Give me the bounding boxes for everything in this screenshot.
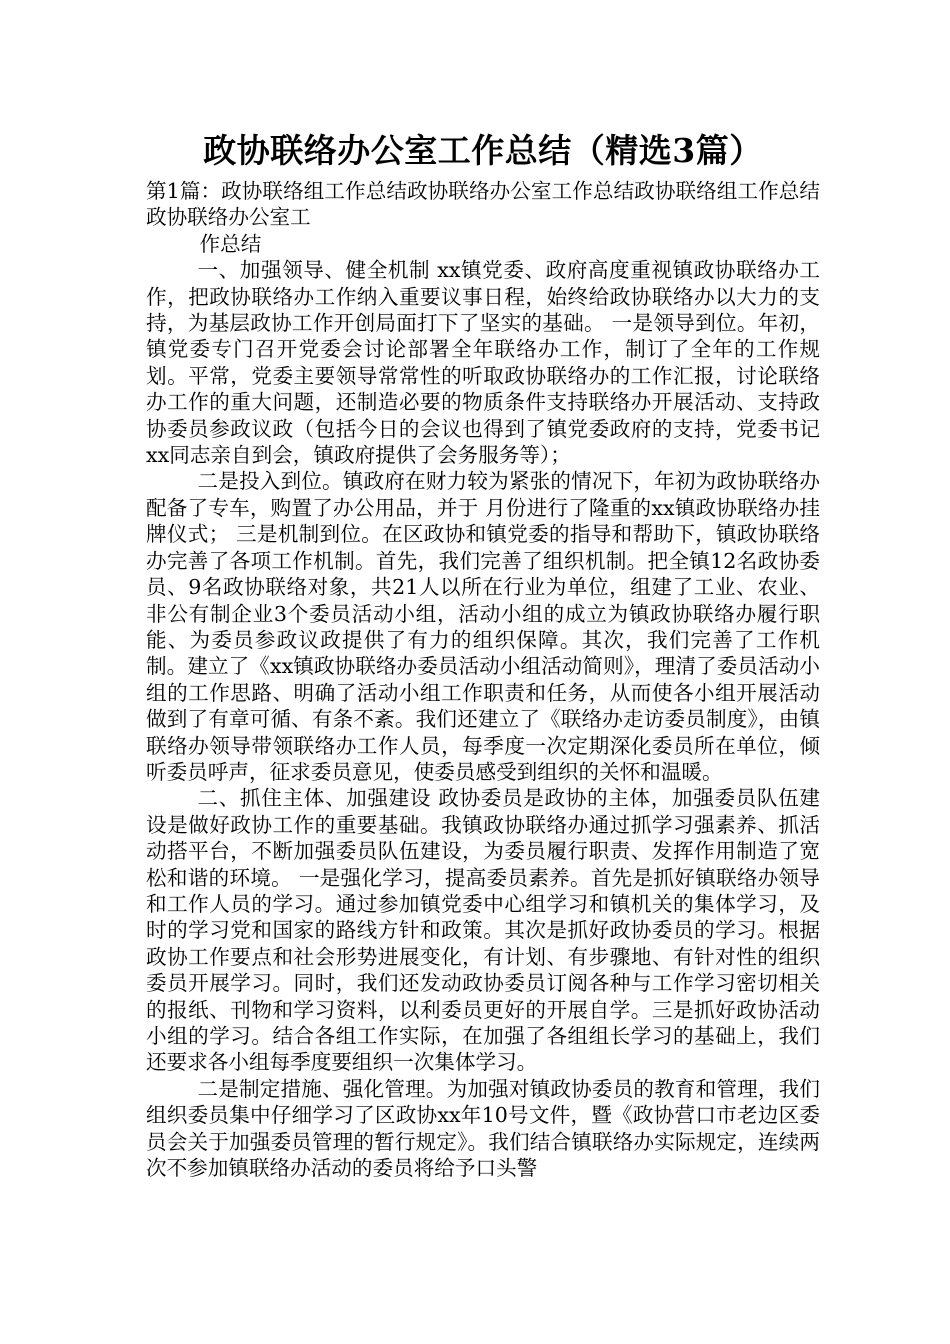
section-heading: 第1篇：政协联络组工作总结政协联络办公室工作总结政协联络组工作总结政协联络办公室工: [146, 179, 820, 230]
paragraph-3: 二、抓住主体、加强建设 政协委员是政协的主体，加强委员队伍建设是做好政协工作的重要基础。我镇政协联络办通过抓学习强素养、抓活动搭平台，不断加强委员队伍建设，为委员履行职责、发挥作用制造了宽松和谐的环境。 一是强化学习，提高委员素养。首先是抓好镇联络办领导和工作人员的学习。通过参加镇党委中心组学习和镇机关的集体学习，及时的学习党和国家的路线方针和政策。其次是抓好政协委员的学习。根据政协工作要点和社会形势进展变化，有计划、有步骤地、有针对性的组织委员开展学习。同时，我们还发动政协委员订阅各种与工作学习密切相关的报纸、刊物和学习资料，以利委员更好的开展自学。三是抓好政协活动小组的学习。结合各组工作实际，在加强了各组组长学习的基础上，我们还要求各小组每季度要组织一次集体学习。: [146, 786, 820, 1075]
document-title: 政协联络办公室工作总结（精选3篇）: [203, 131, 763, 170]
paragraph-1: 一、加强领导、健全机制 xx镇党委、政府高度重视镇政协联络办工作，把政协联络办工作纳入重要议事日程，始终给政协联络办以大力的支持，为基层政协工作开创局面打下了坚实的基础。 一是领导到位。年初，镇党委专门召开党委会讨论部署全年联络办工作，制订了全年的工作规划。平常，党委主要领导常常性的听取政协联络办的工作汇报，讨论联络办工作的重大问题，还制造必要的物质条件支持联络办开展活动、支持政协委员参政议政（包括今日的会议也得到了镇党委政府的支持，党委书记xx同志亲自到会，镇政府提供了会务服务等）；: [146, 258, 820, 468]
paragraph-4: 二是制定措施、强化管理。为加强对镇政协委员的教育和管理，我们组织委员集中仔细学习了区政协xx年10号文件，暨《政协营口市老边区委员会关于加强委员管理的暂行规定》。我们结合镇联络办实际规定，连续两次不参加镇联络办活动的委员将给予口头警: [146, 1076, 820, 1181]
document-body: [146, 178, 820, 1181]
paragraph-2: 二是投入到位。镇政府在财力较为紧张的情况下，年初为政协联络办配备了专车，购置了办公用品，并于 月份进行了隆重的xx镇政协联络办挂牌仪式； 三是机制到位。在区政协和镇党委的指导和帮助下，镇政协联络办完善了各项工作机制。首先，我们完善了组织机制。把全镇12名政协委员、9名政协联络对象，共21人以所在行业为单位，组建了工业、农业、非公有制企业3个委员活动小组，活动小组的成立为镇政协联络办履行职能、为委员参政议政提供了有力的组织保障。其次，我们完善了工作机制。建立了《xx镇政协联络办委员活动小组活动简则》，理清了委员活动小组的工作思路、明确了活动小组工作职责和任务，从而使各小组开展活动做到了有章可循、有条不紊。我们还建立了《联络办走访委员制度》，由镇联络办领导带领联络办工作人员，每季度一次定期深化委员所在单位，倾听委员呼声，征求委员意见，使委员感受到组织的关怀和温暖。: [146, 469, 820, 784]
section-heading-continuation: 作总结: [199, 231, 262, 256]
document-page: [146, 128, 820, 1181]
